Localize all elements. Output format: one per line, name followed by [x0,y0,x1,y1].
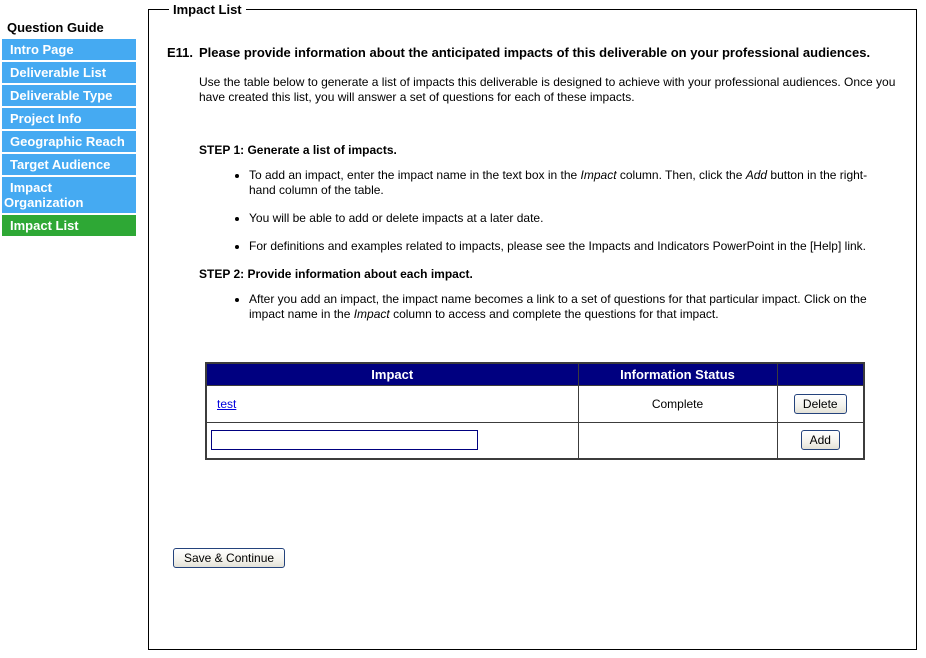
impact-list-panel [148,2,917,650]
impact-link-test[interactable]: test [217,396,237,411]
sidebar-item-impact-list[interactable]: Impact List [2,215,136,236]
panel-legend: Impact List [173,2,242,17]
add-button[interactable]: Add [801,430,840,450]
sidebar-item-intro-page[interactable]: Intro Page [2,39,136,60]
question-text: Please provide information about the anticipated impacts of this deliverable on your professional audiences. [199,45,871,60]
impact-name-cell [206,385,578,422]
sidebar-item-deliverable-list[interactable]: Deliverable List [2,62,136,83]
intro-paragraph: Use the table below to generate a list of impacts this deliverable is designed to achieve with your professional audiences. Once you have created this list, you will answer a set of questions for each of these impacts. [199,75,896,104]
new-impact-input[interactable] [211,430,478,450]
table-header-row [206,363,864,385]
bullet-text-italic: Impact [353,307,390,321]
bullet-text: button in the right-hand column of the table. [249,168,868,197]
delete-cell [777,385,864,422]
status-cell: Complete [578,385,777,422]
action-column-header [777,363,864,385]
question-e11 [167,45,900,61]
save-continue-button[interactable]: Save & Continue [173,548,285,568]
step2-bullets [199,292,900,322]
step1-bullet-definitions: • For definitions and examples related to impacts, please see the Impacts and Indicators PowerPoint in the [Help] link. [249,239,893,254]
sidebar-item-project-info[interactable]: Project Info [2,108,136,129]
step1-bullets [199,168,900,254]
table-new-row [206,422,864,459]
new-impact-cell [206,422,578,459]
empty-status-cell [578,422,777,459]
bullet-text-italic: Impact [580,168,617,182]
bullet-text: After you add an impact, the impact name becomes a link to a set of questions for that particular impact. Click on the impact name in the [249,292,867,321]
delete-button[interactable]: Delete [794,394,847,414]
bullet-text: To add an impact, enter the impact name in the text box in the [249,168,581,182]
impact-column-header: Impact [206,363,578,385]
table-row [206,385,864,422]
step2-bullet-impact-link [249,292,893,322]
information-status-column-header: Information Status [578,363,777,385]
sidebar-item-impact-organization[interactable]: Impact Organization [2,177,136,213]
question-number: E11. [167,45,194,60]
impacts-table [205,362,865,460]
bullet-text: column. Then, click the [616,168,746,182]
add-cell [777,422,864,459]
bullet-text: column to access and complete the questions for that impact. [389,307,719,321]
question-guide-sidebar [2,20,136,238]
sidebar-item-geographic-reach[interactable]: Geographic Reach [2,131,136,152]
step1-bullet-add-impact [249,168,893,198]
sidebar-item-target-audience[interactable]: Target Audience [2,154,136,175]
step1-heading: STEP 1: Generate a list of impacts. [199,143,397,157]
bullet-text-italic: Add [745,168,768,182]
sidebar-item-deliverable-type[interactable]: Deliverable Type [2,85,136,106]
step1-bullet-later-date: • You will be able to add or delete impacts at a later date. [249,211,893,226]
step2-heading: STEP 2: Provide information about each impact. [199,267,473,281]
sidebar-title: Question Guide [7,20,104,35]
